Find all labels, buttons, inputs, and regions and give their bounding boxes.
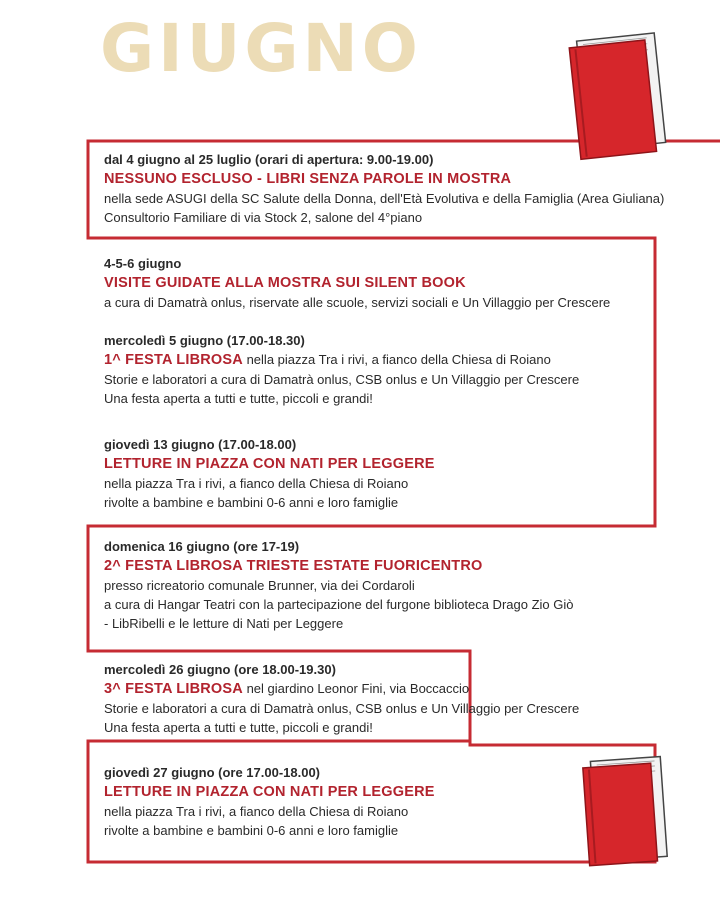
event-item (104, 150, 664, 227)
event-date: dal 4 giugno al 25 luglio (orari di apertura: 9.00-19.00) (104, 152, 434, 167)
event-title: LETTURE IN PIAZZA CON NATI PER LEGGERE (104, 456, 435, 472)
event-detail: rivolte a bambine e bambini 0-6 anni e loro famiglie (104, 495, 399, 510)
event-detail: nella piazza Tra i rivi, a fianco della Chiesa di Roiano (104, 804, 409, 819)
event-title: 2^ FESTA LIBROSA TRIESTE ESTATE FUORICENTRO (104, 558, 483, 574)
event-item (104, 254, 664, 312)
event-detail: rivolte a bambine e bambini 0-6 anni e loro famiglie (104, 823, 399, 838)
event-detail: a cura di Damatrà onlus, riservate alle scuole, servizi sociali e Un Villaggio per Crescere (104, 295, 611, 310)
event-date: domenica 16 giugno (ore 17-19) (104, 539, 300, 554)
event-item (104, 435, 664, 512)
event-title: VISITE GUIDATE ALLA MOSTRA SUI SILENT BOOK (104, 275, 466, 291)
event-detail: Storie e laboratori a cura di Damatrà onlus, CSB onlus e Un Villaggio per Crescere (104, 372, 580, 387)
event-detail: Consultorio Familiare di via Stock 2, salone del 4°piano (104, 210, 423, 225)
event-detail: presso ricreatorio comunale Brunner, via dei Cordaroli (104, 578, 415, 593)
event-date: giovedì 13 giugno (17.00-18.00) (104, 437, 297, 452)
event-item (104, 660, 664, 737)
event-detail: - LibRibelli e le letture di Nati per Leggere (104, 616, 344, 631)
event-detail: Una festa aperta a tutti e tutte, piccoli e grandi! (104, 720, 373, 735)
event-date: mercoledì 26 giugno (ore 18.00-19.30) (104, 662, 336, 677)
event-detail: a cura di Hangar Teatri con la partecipazione del furgone biblioteca Drago Zio Giò (104, 597, 574, 612)
event-title: 3^ FESTA LIBROSA nel giardino Leonor Fini, via Boccaccio (104, 681, 470, 697)
event-detail: nella sede ASUGI della SC Salute della Donna, dell'Età Evolutiva e della Famiglia (Area Giuliana) (104, 191, 665, 206)
event-date: giovedì 27 giugno (ore 17.00-18.00) (104, 765, 321, 780)
event-item (104, 331, 664, 408)
event-date: 4-5-6 giugno (104, 256, 182, 271)
event-detail: nella piazza Tra i rivi, a fianco della Chiesa di Roiano (104, 476, 409, 491)
book-icon (569, 33, 667, 159)
event-item (104, 537, 664, 633)
event-detail: Una festa aperta a tutti e tutte, piccoli e grandi! (104, 391, 373, 406)
event-item (104, 763, 664, 840)
event-title: 1^ FESTA LIBROSA nella piazza Tra i rivi, a fianco della Chiesa di Roiano (104, 352, 551, 368)
page-title: GIUGNO (100, 10, 422, 87)
event-detail: Storie e laboratori a cura di Damatrà onlus, CSB onlus e Un Villaggio per Crescere (104, 701, 580, 716)
event-title: NESSUNO ESCLUSO - LIBRI SENZA PAROLE IN MOSTRA (104, 171, 512, 187)
event-title: LETTURE IN PIAZZA CON NATI PER LEGGERE (104, 784, 435, 800)
event-date: mercoledì 5 giugno (17.00-18.30) (104, 333, 305, 348)
